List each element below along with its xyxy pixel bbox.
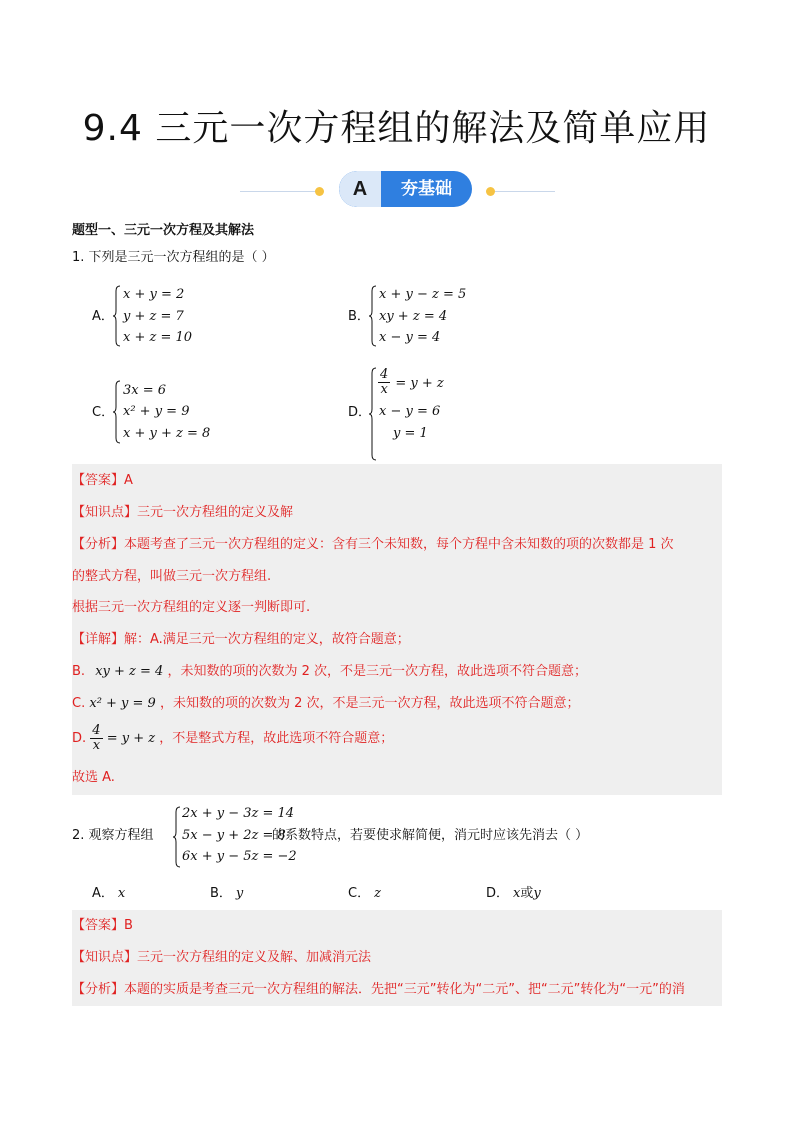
- q1-detail: 【详解】解：A.满足三元一次方程组的定义，故符合题意；: [72, 632, 410, 647]
- level-badge: [339, 171, 472, 207]
- detail-d-fraction: [90, 724, 102, 753]
- q2-option-d-value1: x: [513, 886, 521, 901]
- q2-option-c-label: C．: [348, 886, 371, 901]
- q1-analysis-line1: 【分析】本题考查了三元一次方程组的定义：含有三个未知数，每个方程中含未知数的项的次数都是 1 次: [72, 537, 674, 552]
- q2-option-c: [348, 885, 381, 903]
- q1-conclusion: 故选 A.: [72, 770, 115, 785]
- q1-option-d-eq1: [378, 368, 444, 397]
- q1-option-d-eq3: y = 1: [393, 426, 428, 441]
- q1-option-c-label: C．: [92, 405, 115, 420]
- detail-c-label: C.: [72, 696, 86, 711]
- q1-detail-d: [72, 724, 393, 753]
- q1-option-d-brace: [368, 367, 378, 461]
- q2-eq2: 5x − y + 2z = 8: [182, 828, 286, 843]
- detail-c-equation: x² + y = 9: [89, 696, 156, 711]
- q1-option-b-brace: [368, 285, 378, 347]
- q2-brace: [172, 806, 182, 868]
- detail-c-text: ，未知数的项的次数为 2 次，不是三元一次方程，故此选项不符合题意；: [159, 696, 580, 711]
- q1-detail-c: [72, 695, 580, 713]
- level-label: 夯基础: [401, 179, 452, 199]
- q1-stem: 1. 下列是三元一次方程组的是（ ）: [72, 250, 275, 265]
- q2-analysis: 【分析】本题的实质是考查三元一次方程组的解法．先把“三元”转化为“二元”、把“二元”转化为“一元”的消: [72, 982, 685, 997]
- q1-option-c-eq3: x + y + z = 8: [123, 426, 211, 441]
- detail-d-label: D.: [72, 731, 87, 746]
- q2-option-d-or: 或: [520, 886, 534, 901]
- q1-option-b-label: B．: [348, 309, 370, 324]
- q2-option-a-label: A．: [92, 886, 114, 901]
- q2-stem-prefix: 2. 观察方程组: [72, 828, 154, 843]
- q1-option-a-label: A．: [92, 309, 114, 324]
- q1-option-d-eq2: x − y = 6: [379, 404, 441, 419]
- fraction-denominator: x: [380, 382, 388, 397]
- q2-option-a-value: x: [117, 886, 126, 901]
- banner-dot-left: [315, 187, 324, 196]
- q1-detail-b: [72, 663, 587, 681]
- q2-eq1: 2x + y − 3z = 14: [182, 806, 295, 821]
- fraction-numerator: 4: [92, 723, 101, 738]
- q1-option-c-brace: [112, 380, 122, 444]
- detail-b-text: ，未知数的项的次数为 2 次，不是三元一次方程，故此选项不符合题意；: [167, 664, 588, 679]
- q2-option-d: [486, 885, 541, 903]
- q1-option-b-eq3: x − y = 4: [379, 330, 441, 345]
- fraction-denominator: x: [92, 738, 101, 753]
- q2-stem-suffix: 的系数特点，若要使求解简便，消元时应该先消去（ ）: [272, 828, 589, 843]
- q1-knowledge-point: 【知识点】三元一次方程组的定义及解: [72, 505, 294, 520]
- detail-d-text: ，不是整式方程，故此选项不符合题意；: [159, 731, 394, 746]
- banner-dot-right: [486, 187, 495, 196]
- detail-b-label: B.: [72, 664, 86, 679]
- q1-option-c-eq1: 3x = 6: [123, 383, 167, 398]
- q2-knowledge-point: 【知识点】三元一次方程组的定义及解、加减消元法: [72, 950, 372, 965]
- fraction-numerator: 4: [380, 367, 389, 382]
- q1-option-a-eq3: x + z = 10: [123, 330, 193, 345]
- q1-option-b-eq2: xy + z = 4: [379, 309, 448, 324]
- q1-option-d-label: D．: [348, 405, 372, 420]
- q2-option-b-value: y: [235, 886, 244, 901]
- q2-option-b-label: B．: [210, 886, 232, 901]
- q2-option-a: [92, 885, 125, 903]
- detail-d-equation: = y + z: [106, 731, 156, 746]
- q2-eq3: 6x + y − 5z = −2: [182, 849, 297, 864]
- q1-option-a-brace: [112, 285, 122, 347]
- detail-b-equation: xy + z = 4: [95, 664, 164, 679]
- q1-option-b-eq1: x + y − z = 5: [379, 287, 467, 302]
- q1-option-d-fraction: [378, 368, 390, 397]
- q2-option-c-value: z: [374, 886, 381, 901]
- banner-line-left: [240, 191, 320, 192]
- level-letter: A: [339, 171, 381, 207]
- q1-option-c-eq2: x² + y = 9: [123, 404, 190, 419]
- q2-option-d-label: D．: [486, 886, 510, 901]
- banner-line-right: [495, 191, 555, 192]
- q1-answer: 【答案】A: [72, 473, 133, 488]
- q2-option-d-value2: y: [533, 886, 541, 901]
- q1-option-a-eq2: y + z = 7: [123, 309, 184, 324]
- section-heading: 题型一、三元一次方程及其解法: [72, 223, 255, 238]
- q2-option-b: [210, 885, 243, 903]
- q1-option-a-eq1: x + y = 2: [123, 287, 185, 302]
- q1-analysis-line3: 根据三元一次方程组的定义逐一判断即可.: [72, 600, 311, 615]
- q1-analysis-line2: 的整式方程，叫做三元一次方程组.: [72, 569, 272, 584]
- page-title: 9.4 三元一次方程组的解法及简单应用: [82, 108, 711, 149]
- q1-option-d-eq1-rest: = y + z: [395, 376, 444, 391]
- q2-answer: 【答案】B: [72, 918, 133, 933]
